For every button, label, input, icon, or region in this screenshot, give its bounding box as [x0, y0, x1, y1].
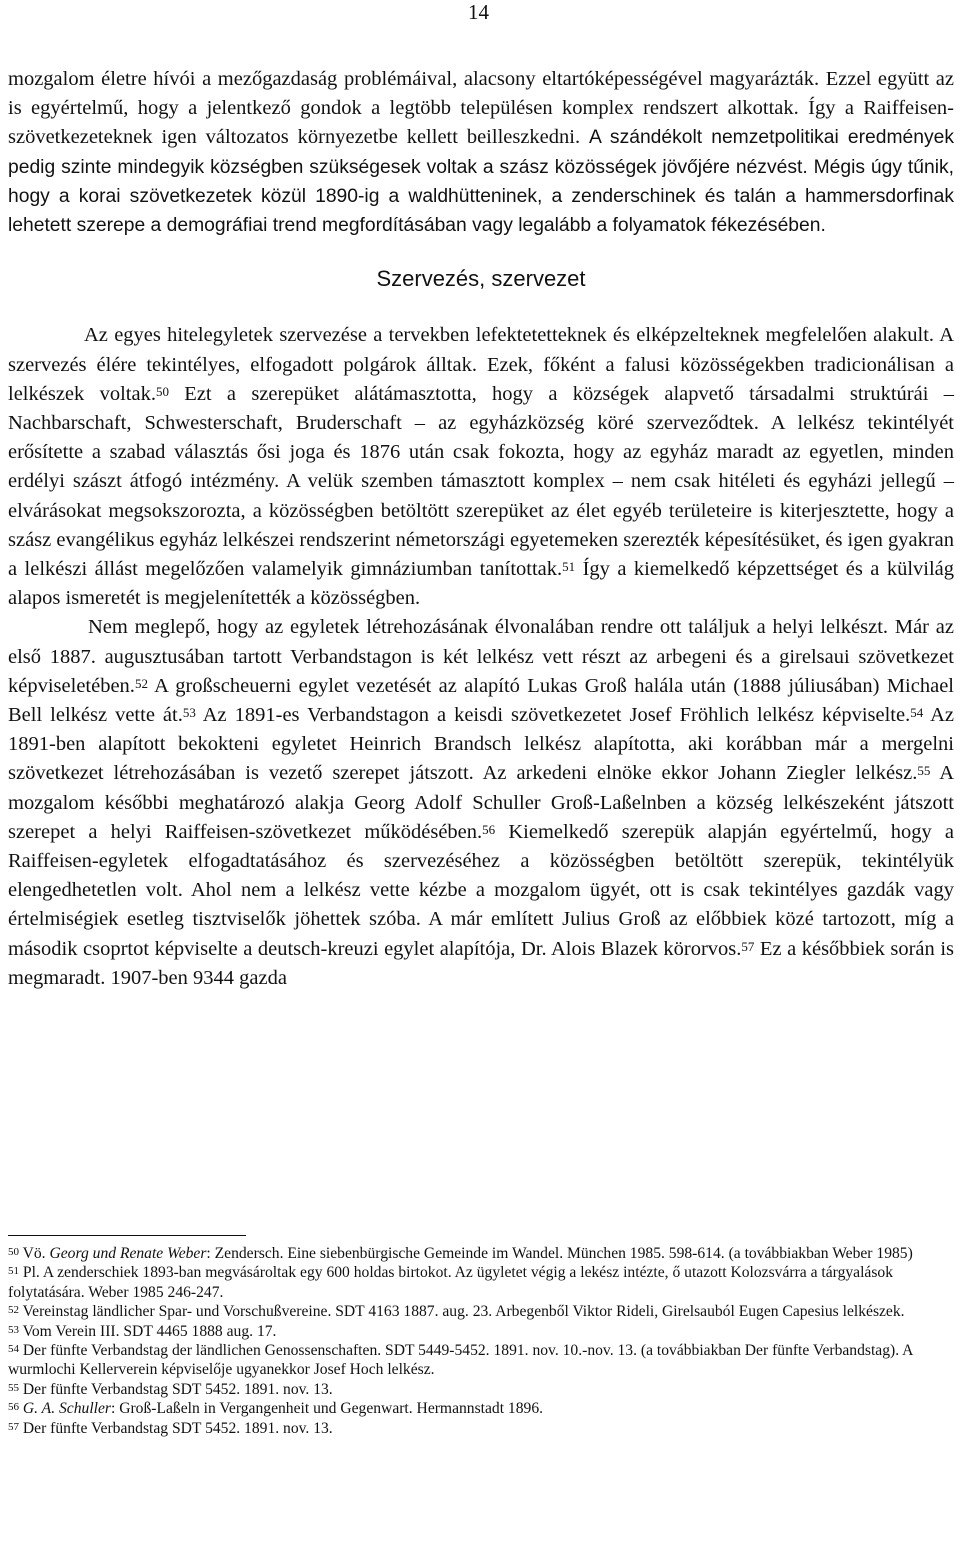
p2-text-3: Így a kiemelkedő képzettséget és a külvilág alapos ismeretét is megjelenítették a közösségben. [8, 558, 955, 610]
paragraph-1 [8, 65, 954, 240]
footnote-number: 57 [8, 1420, 19, 1433]
p2-text-1: Az egyes hitelegyletek szervezése a tervekben lefektetetteknek és elképzelteknek megfelelően alakult. A szervezés élére tekintélyes, elfogadott polgárok álltak. Ezek, főként a falusi közösségekben tradicionálisan a lelkészek voltak. [8, 324, 954, 405]
footnote-52 [8, 1302, 940, 1321]
footnote-55 [8, 1380, 940, 1399]
footnote-57 [8, 1419, 940, 1438]
footnote-54 [8, 1341, 940, 1380]
footnote-ref-51: 51 [562, 559, 576, 575]
footnote-text: Der fünfte Verbandstag der ländlichen Genossenschaften. SDT 5449-5452. 1891. nov. 10.-nov. 13. (a továbbiakban Der fünfte Verbandstag). A wurmlochi Kellerverein képviselője ugyanekkor Josef Hoch lelkész. [8, 1342, 913, 1379]
footnote-56 [8, 1399, 940, 1418]
footnote-number: 53 [8, 1323, 19, 1336]
footnote-number: 50 [8, 1246, 19, 1258]
footnote-ref-57: 57 [741, 938, 755, 954]
p3-text-4: Az 1891-ben alapított bekokteni egyletet Heinrich Brandsch lelkész alapította, aki korábban már a mergelni szövetkezet létrehozásában is vezető szerepet játszott. Az arkedeni elnöke ekkor Johann Ziegler lelkész. [8, 704, 954, 785]
footnotes [8, 1244, 940, 1438]
footnote-50 [8, 1244, 940, 1263]
footnote-number: 56 [8, 1401, 19, 1414]
p2-text-2: Ezt a szerepüket alátámasztotta, hogy a községek alapvető társadalmi struktúrái – Nachbarschaft, Schwesterschaft, Bruderschaft – az egyházközség köré szerveződtek. A lelkész tekintélyét erősítette a szabad választás ősi joga és 1876 után csak fokozta, hogy az egyház maradt az egyetlen, minden erdélyi szászt átfogó intézmény. A velük szemben támasztott komplex – nem csak hitéleti és egyházi jellegű – elvárásokat megsokszorozta, a közösségben betöltött szerepüket az élet egyéb területeire is kiterjesztette, hogy a szász evangélikus egyház lelkészei rendszerint németországi egyetemeken szerezték képesítésüket, és igen gyakran a lelkészi állást megelőzően valamelyik gimnáziumban tanítottak. [8, 382, 954, 581]
footnote-ref-53: 53 [182, 705, 196, 721]
p3-text-2: A großscheuerni egylet vezetését az alapító Lukas Groß halála után (1888 júliusában) Michael Bell lelkész vette át. [8, 674, 954, 727]
footnote-text: Der fünfte Verbandstag SDT 5452. 1891. nov. 13. [19, 1419, 333, 1437]
footnote-ref-52: 52 [134, 675, 148, 691]
footnote-text: Der fünfte Verbandstag SDT 5452. 1891. nov. 13. [19, 1380, 333, 1398]
p3-text-6: Kiemelkedő szerepük alapján egyértelmű, hogy a Raiffeisen-egyletek elfogadtatásához és szervezéséhez a közösségben betöltött szerepük, tekintélyük elengedhetetlen volt. Ahol nem a lelkész vette kézbe a mozgalom ügyét, ott is csak tekintélyes gazdák vagy értelmiségiek esetleg tisztviselők jöhettek szóba. A már említett Julius Groß az előbbiek közé tartozott, míg a második csoprtot képviselte a deutsch-kreuzi egylet alapítója, Dr. Alois Blazek körorvos. [8, 820, 954, 960]
footnote-51 [8, 1263, 940, 1302]
footnote-ref-55: 55 [917, 763, 931, 779]
p3-text-3: Az 1891-es Verbandstagon a keisdi szövetkezetet Josef Fröhlich lelkész képviselte. [195, 704, 911, 727]
page-number: 14 [468, 0, 489, 24]
p3-text-7: Ez a későbbiek során is megmaradt. 1907-ben 9344 gazda [8, 937, 954, 989]
footnote-ref-50: 50 [155, 383, 169, 399]
footnote-number: 52 [8, 1304, 19, 1317]
footnote-text: Pl. A zenderschiek 1893-ban megvásároltak egy 600 holdas birtokot. Az ügyletet végig a lekész intézte, ő utazott Kolozsvárra a tárgyalások folytatására. Weber 1985 246-247. [8, 1264, 894, 1301]
footnote-number: 55 [8, 1381, 19, 1394]
footnote-number: 51 [8, 1265, 19, 1278]
footnote-text: Vereinstag ländlicher Spar- und Vorschußvereine. SDT 4163 1887. aug. 23. Arbegenből Viktor Rideli, Girelsauból Eugen Capesius lelkészek. [19, 1303, 905, 1321]
footnote-divider [8, 1235, 246, 1236]
paragraph-1-sans: A szándékolt nemzetpolitikai eredmények pedig szinte mindegyik községben szükségesek voltak a szász közösségek jövőjére nézvést. Mégis úgy tűnik, hogy a korai szövetkezetek közül 1890-ig a waldhütteninek, a zenderschinek és talán a hammersdorfinak lehetett szerepe a demográfiai trend megfordításában vagy legalább a folyamatok fékezésében. [8, 127, 954, 237]
p3-text-1: Nem meglepő, hogy az egyletek létrehozásának élvonalában rendre ott találjuk a helyi lelkészt. Már az első 1887. augusztusában tartott Verbandstagon is két lelkész vett részt az arbegeni és a girelsaui szövetkezet képviseletében. [8, 616, 954, 697]
footnote-number: 54 [8, 1343, 19, 1356]
footnote-text: Vö. [19, 1245, 50, 1262]
footnote-53 [8, 1322, 940, 1341]
section-heading: Szervezés, szervezet [376, 266, 586, 292]
footnote-text: : Zendersch. Eine siebenbürgische Gemeinde im Wandel. München 1985. 598-614. (a továbbiakban Weber 1985) [206, 1245, 913, 1262]
footnote-ref-54: 54 [910, 705, 924, 721]
footnote-ref-56: 56 [482, 821, 496, 837]
paragraph-1-serif: mozgalom életre hívói a mezőgazdaság problémáival, alacsony eltartóképességével magyarázták. Ezzel együtt az is egyértelmű, hogy a jelentkező gondok a legtöbb településen komplex rendszert alkottak. Így a Raiffeisen-szövetkezeteknek igen változatos környezetbe kellett beilleszkedni. [8, 68, 954, 149]
footnote-italic: G. A. Schuller [22, 1400, 111, 1418]
footnote-text: : Groß-Laßeln in Vergangenheit und Gegenwart. Hermannstadt 1896. [110, 1400, 544, 1418]
main-text [8, 65, 954, 993]
footnote-italic: Georg und Renate Weber [49, 1245, 207, 1262]
paragraph-2 [8, 321, 954, 613]
p3-text-5: A mozgalom későbbi meghatározó alakja Georg Adolf Schuller Groß-Laßelnben a község lelkészeként játszott szerepet a helyi Raiffeisen-szövetkezet működésében. [8, 762, 954, 843]
footnote-text: Vom Verein III. SDT 4465 1888 aug. 17. [19, 1322, 277, 1340]
paragraph-3 [8, 613, 954, 993]
